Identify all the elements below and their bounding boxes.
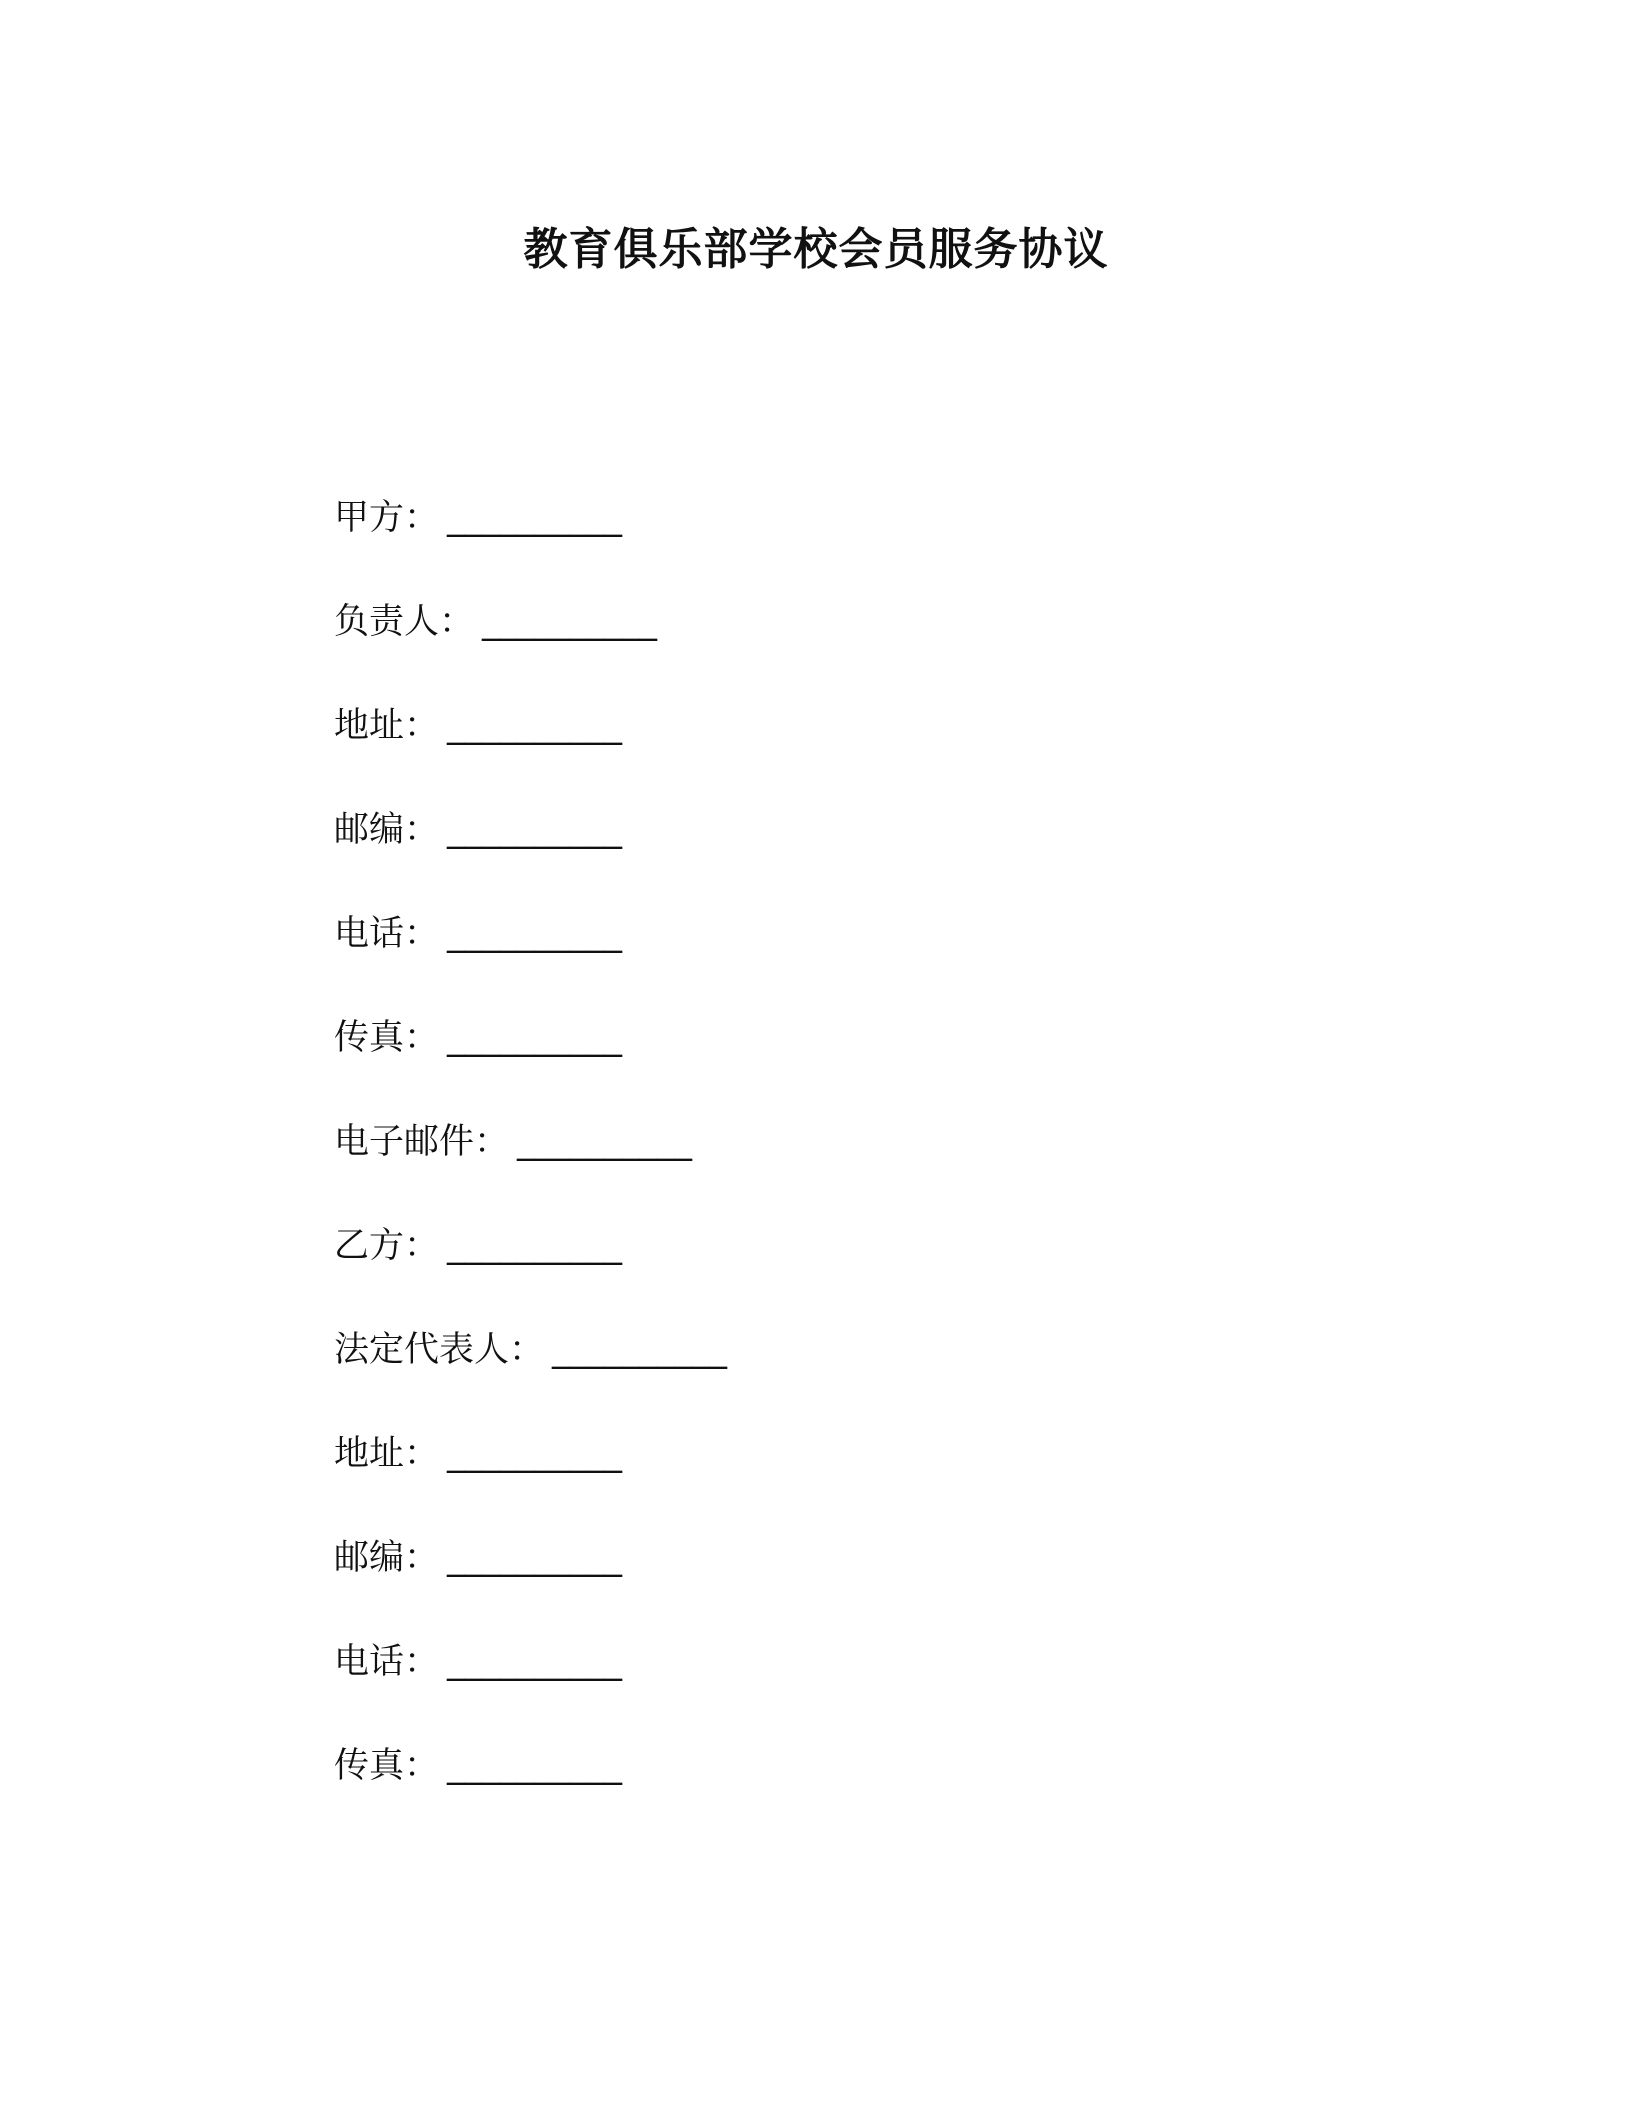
field-blank: __________ — [447, 1434, 623, 1474]
field-blank: __________ — [447, 1226, 623, 1266]
field-label: 地址： — [334, 1434, 440, 1474]
party-info-list — [334, 490, 1334, 1842]
field-blank: __________ — [447, 1642, 623, 1682]
field-blank: __________ — [482, 602, 658, 642]
field-party-a-postcode — [334, 802, 1334, 906]
field-label: 电子邮件： — [334, 1122, 510, 1162]
field-blank: __________ — [447, 706, 623, 746]
field-party-b-legal-rep — [334, 1322, 1334, 1426]
field-party-a-address — [334, 698, 1334, 802]
field-label: 法定代表人： — [334, 1330, 545, 1370]
field-label: 甲方： — [334, 498, 440, 538]
field-blank: __________ — [447, 810, 623, 850]
field-blank: __________ — [552, 1330, 728, 1370]
field-label: 地址： — [334, 706, 440, 746]
field-label: 电话： — [334, 1642, 440, 1682]
field-party-a-fax — [334, 1010, 1334, 1114]
field-label: 邮编： — [334, 1538, 440, 1578]
field-party-b-phone — [334, 1634, 1334, 1738]
field-blank: __________ — [517, 1122, 693, 1162]
field-party-a — [334, 490, 1334, 594]
field-party-a-phone — [334, 906, 1334, 1010]
field-party-a-principal — [334, 594, 1334, 698]
field-label: 邮编： — [334, 810, 440, 850]
field-label: 传真： — [334, 1018, 440, 1058]
field-label: 乙方： — [334, 1226, 440, 1266]
field-party-a-email — [334, 1114, 1334, 1218]
field-party-b-address — [334, 1426, 1334, 1530]
field-blank: __________ — [447, 914, 623, 954]
field-label: 负责人： — [334, 602, 475, 642]
field-blank: __________ — [447, 498, 623, 538]
field-party-b-postcode — [334, 1530, 1334, 1634]
field-blank: __________ — [447, 1018, 623, 1058]
field-label: 传真： — [334, 1746, 440, 1786]
field-label: 电话： — [334, 914, 440, 954]
field-blank: __________ — [447, 1746, 623, 1786]
field-blank: __________ — [447, 1538, 623, 1578]
field-party-b-fax — [334, 1738, 1334, 1842]
field-party-b — [334, 1218, 1334, 1322]
document-title: 教育俱乐部学校会员服务协议 — [523, 224, 1109, 275]
